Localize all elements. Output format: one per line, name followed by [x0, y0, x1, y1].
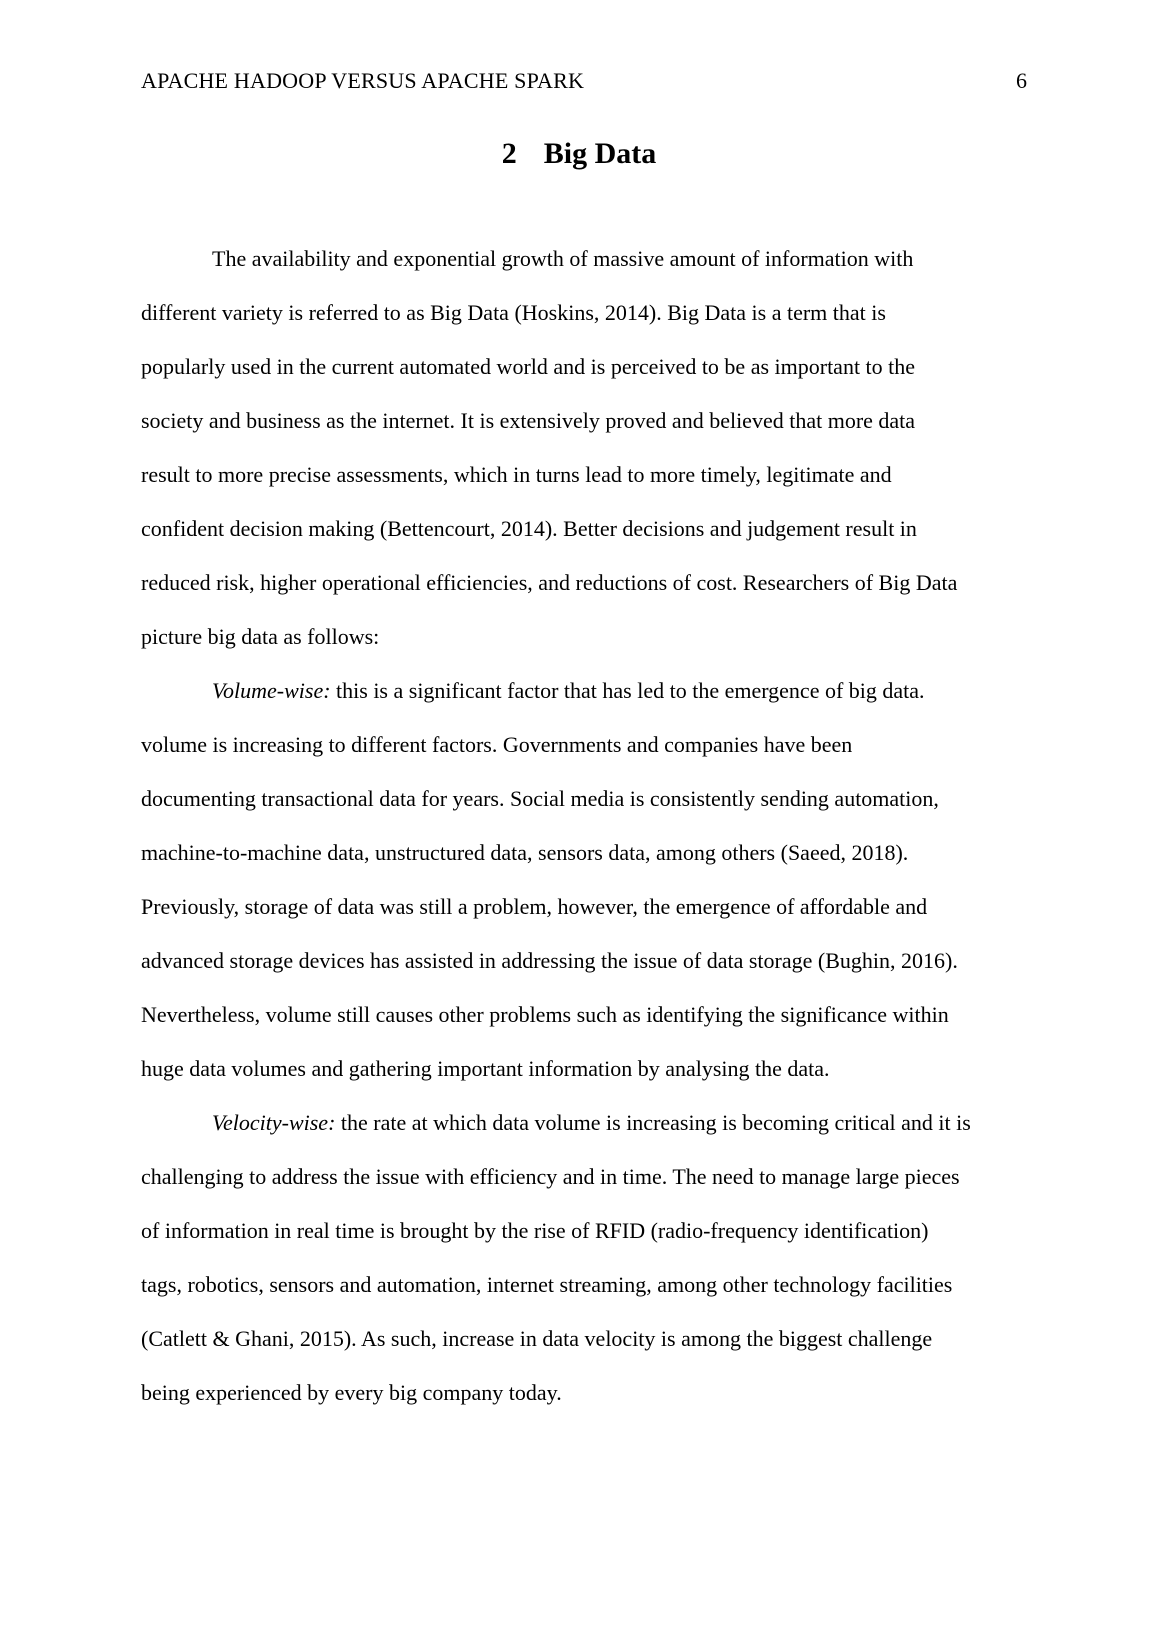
text-line — [141, 664, 1033, 718]
text-line: challenging to address the issue with efficiency and in time. The need to manage large pieces — [141, 1164, 960, 1189]
section-number: 2 — [501, 137, 517, 170]
text-line — [141, 1096, 1033, 1150]
text-line: different variety is referred to as Big Data (Hoskins, 2014). Big Data is a term that is — [141, 300, 886, 325]
page-number: 6 — [1016, 68, 1027, 93]
term-volume-wise: Volume-wise: — [212, 678, 331, 703]
text-line: of information in real time is brought by the rise of RFID (radio-frequency identification) — [141, 1218, 929, 1243]
text-line: confident decision making (Bettencourt, 2014). Better decisions and judgement result in — [141, 516, 917, 541]
text-line: tags, robotics, sensors and automation, internet streaming, among other technology facilities — [141, 1272, 953, 1297]
paragraph-volume — [141, 664, 1033, 1096]
text-line: Previously, storage of data was still a problem, however, the emergence of affordable and — [141, 894, 928, 919]
running-head: APACHE HADOOP VERSUS APACHE SPARK — [141, 68, 585, 93]
body-text — [141, 232, 1033, 1420]
section-heading — [0, 137, 1158, 171]
text-line: documenting transactional data for years. Social media is consistently sending automation, — [141, 786, 939, 811]
text-line: reduced risk, higher operational efficiencies, and reductions of cost. Researchers of Big Data — [141, 570, 958, 595]
text-line: huge data volumes and gathering important information by analysing the data. — [141, 1056, 830, 1081]
text-line: picture big data as follows: — [141, 624, 380, 649]
text-line: advanced storage devices has assisted in addressing the issue of data storage (Bughin, 2016). — [141, 948, 958, 973]
term-velocity-wise: Velocity-wise: — [212, 1110, 336, 1135]
paragraph-intro — [141, 232, 1033, 664]
text-line: volume is increasing to different factors. Governments and companies have been — [141, 732, 853, 757]
text-line: (Catlett & Ghani, 2015). As such, increase in data velocity is among the biggest challenge — [141, 1326, 933, 1351]
text-line: The availability and exponential growth of massive amount of information with — [212, 246, 914, 271]
text-line: machine-to-machine data, unstructured data, sensors data, among others (Saeed, 2018). — [141, 840, 909, 865]
text-line: popularly used in the current automated world and is perceived to be as important to the — [141, 354, 916, 379]
text-run: this is a significant factor that has led to the emergence of big data. — [330, 678, 925, 703]
text-line: being experienced by every big company today. — [141, 1380, 562, 1405]
text-line: Nevertheless, volume still causes other problems such as identifying the significance within — [141, 1002, 949, 1027]
section-title: Big Data — [543, 137, 657, 170]
text-run: the rate at which data volume is increasing is becoming critical and it is — [335, 1110, 971, 1135]
text-line: result to more precise assessments, which in turns lead to more timely, legitimate and — [141, 462, 892, 487]
text-line: society and business as the internet. It is extensively proved and believed that more data — [141, 408, 916, 433]
paragraph-velocity — [141, 1096, 1033, 1420]
